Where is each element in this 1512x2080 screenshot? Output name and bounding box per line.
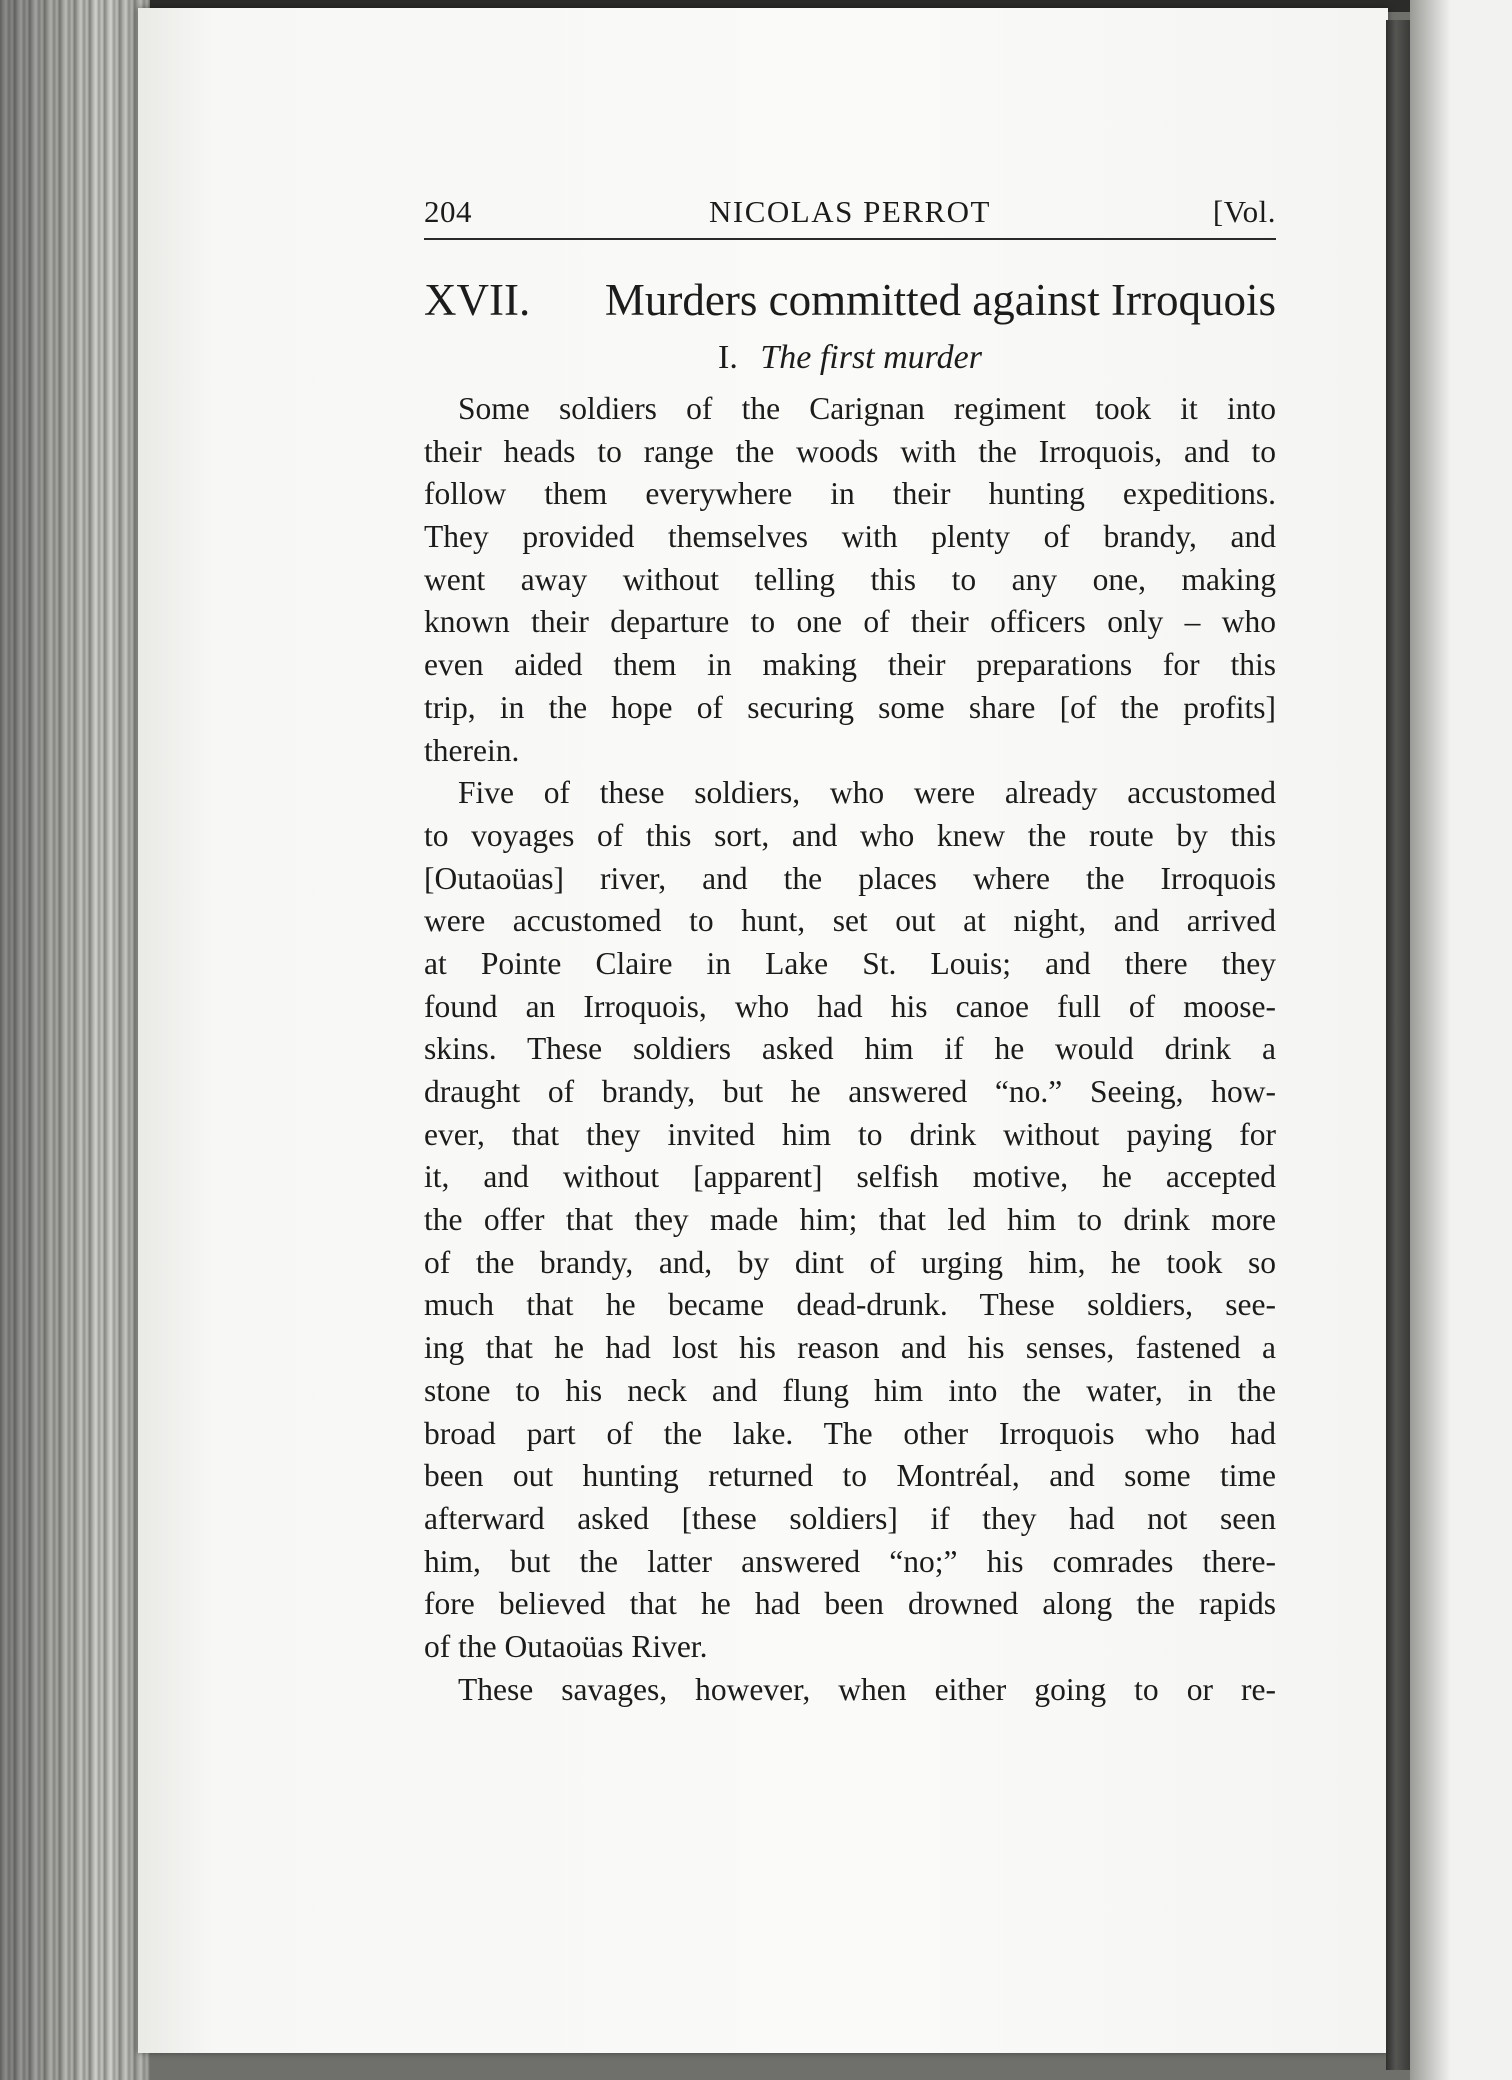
text-line: known their departure to one of their officers only – who (424, 604, 1276, 640)
paragraph-1 (424, 388, 1276, 772)
body-text (424, 388, 1276, 1711)
text-line: to voyages of this sort, and who knew the route by this (424, 817, 1276, 853)
text-line: were accustomed to hunt, set out at night, and arrived (424, 903, 1276, 939)
text-line: follow them everywhere in their hunting expeditions. (424, 476, 1276, 512)
text-line: much that he became dead-drunk. These soldiers, see- (424, 1287, 1276, 1323)
text-line: even aided them in making their preparations for this (424, 647, 1276, 683)
text-line: Some soldiers of the Carignan regiment took it into (458, 391, 1276, 426)
text-line: of the brandy, and, by dint of urging him, he took so (424, 1244, 1276, 1280)
page-text-block (424, 190, 1276, 1711)
chapter-number: XVII. (424, 275, 531, 325)
text-line: ing that he had lost his reason and his senses, fastened a (424, 1330, 1276, 1366)
text-line: at Pointe Claire in Lake St. Louis; and there they (424, 945, 1276, 981)
running-head-volume: [Vol. (1212, 194, 1276, 229)
text-line: went away without telling this to any one, making (424, 561, 1276, 597)
page-number: 204 (424, 194, 472, 229)
text-line: of the Outaoüas River. (424, 1628, 708, 1664)
text-line: draught of brandy, but he answered “no.” Seeing, how- (424, 1074, 1276, 1109)
text-line: their heads to range the woods with the Irroquois, and to (424, 433, 1276, 469)
book-binding-edge (1386, 20, 1410, 2070)
section-heading (424, 336, 1276, 380)
text-line: broad part of the lake. The other Irroquois who had (424, 1415, 1276, 1451)
text-line: stone to his neck and flung him into the water, in the (424, 1372, 1276, 1408)
header-rule (424, 238, 1276, 240)
text-line: These savages, however, when either going to or re- (458, 1671, 1276, 1707)
text-line: been out hunting returned to Montréal, and some time (424, 1458, 1276, 1494)
text-line: skins. These soldiers asked him if he would drink a (424, 1031, 1276, 1067)
text-line: therein. (424, 732, 520, 768)
text-line: the offer that they made him; that led him to drink more (424, 1202, 1276, 1238)
text-line: fore believed that he had been drowned along the rapids (424, 1586, 1276, 1622)
section-title: The first murder (760, 339, 982, 376)
text-line: [Outaoüas] river, and the places where the Irroquois (424, 860, 1276, 896)
section-number: I. (718, 339, 738, 376)
text-line: it, and without [apparent] selfish motive, he accepted (424, 1159, 1276, 1195)
running-head (424, 190, 1276, 238)
facing-page-edge (1410, 0, 1512, 2080)
text-line: him, but the latter answered “no;” his comrades there- (424, 1543, 1276, 1579)
paragraph-2 (424, 772, 1276, 1668)
text-line: afterward asked [these soldiers] if they had not seen (424, 1500, 1276, 1536)
page-edges-shading (0, 0, 150, 2080)
chapter-title: Murders committed against Irroquois (604, 275, 1276, 325)
text-line: trip, in the hope of securing some share [of the profits] (424, 689, 1276, 725)
text-line: found an Irroquois, who had his canoe full of moose- (424, 988, 1276, 1024)
text-line: Five of these soldiers, who were already accustomed (458, 775, 1276, 811)
running-head-title: NICOLAS PERROT (709, 194, 991, 229)
text-line: ever, that they invited him to drink without paying for (424, 1116, 1276, 1152)
chapter-heading (424, 272, 1276, 328)
paragraph-3 (424, 1669, 1276, 1712)
text-line: They provided themselves with plenty of brandy, and (424, 519, 1276, 555)
